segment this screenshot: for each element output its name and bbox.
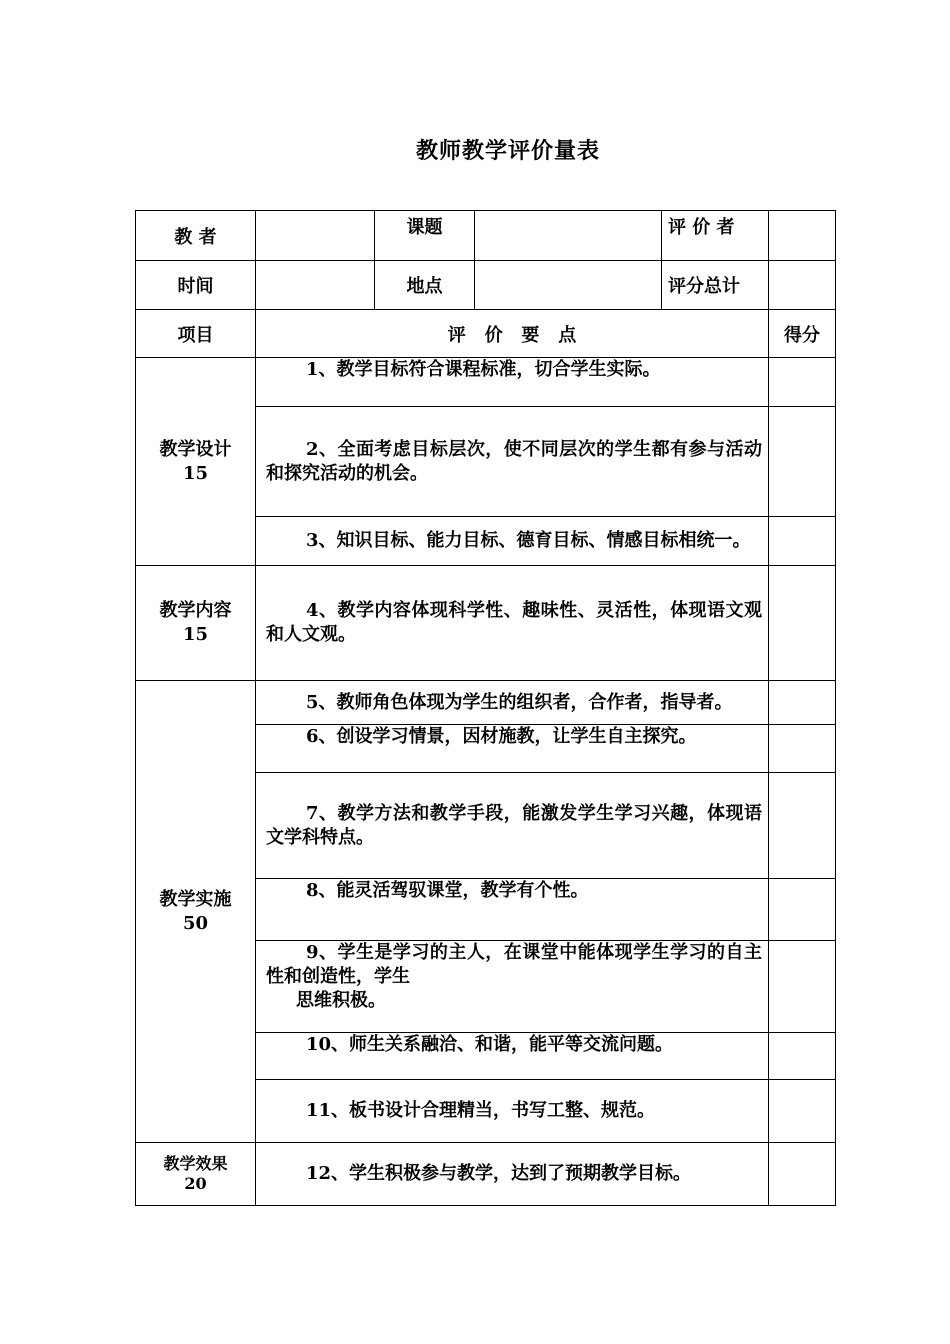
category-points: 50 bbox=[182, 912, 209, 934]
criterion-1: 1、教学目标符合课程标准，切合学生实际。 bbox=[256, 358, 769, 407]
table-row bbox=[136, 1143, 836, 1206]
category-name: 教学设计 bbox=[159, 438, 232, 460]
location-label: 地点 bbox=[375, 261, 475, 310]
criterion-12: 12、学生积极参与教学，达到了预期教学目标。 bbox=[256, 1143, 769, 1206]
table-row bbox=[136, 566, 836, 681]
score-cell-2[interactable] bbox=[769, 407, 836, 517]
category-points: 20 bbox=[184, 1174, 207, 1193]
criterion-10: 10、师生关系融洽、和谐，能平等交流问题。 bbox=[256, 1033, 769, 1080]
total-label: 评分总计 bbox=[662, 261, 769, 310]
criterion-9-continued: 思维积极。 bbox=[296, 990, 386, 1011]
topic-label: 课题 bbox=[375, 211, 475, 261]
criterion-5: 5、教师角色体现为学生的组织者，合作者，指导者。 bbox=[256, 681, 769, 725]
score-cell-7[interactable] bbox=[769, 773, 836, 879]
teacher-label: 教 者 bbox=[136, 211, 256, 261]
score-cell-12[interactable] bbox=[769, 1143, 836, 1206]
item-column-header: 项目 bbox=[136, 310, 256, 358]
score-cell-5[interactable] bbox=[769, 681, 836, 725]
column-header-row bbox=[136, 310, 836, 358]
criterion-6: 6、创设学习情景，因材施教，让学生自主探究。 bbox=[256, 725, 769, 773]
criterion-9-text: 9、学生是学习的主人，在课堂中能体现学生学习的自主性和创造性，学生 bbox=[266, 942, 762, 987]
score-cell-6[interactable] bbox=[769, 725, 836, 773]
criterion-11: 11、板书设计合理精当，书写工整、规范。 bbox=[256, 1080, 769, 1143]
header-row-teacher bbox=[136, 211, 836, 261]
location-field[interactable] bbox=[475, 261, 662, 310]
table-row bbox=[136, 358, 836, 407]
category-points: 15 bbox=[182, 624, 209, 645]
time-field[interactable] bbox=[256, 261, 375, 310]
score-cell-3[interactable] bbox=[769, 517, 836, 566]
criterion-2: 2、全面考虑目标层次，使不同层次的学生都有参与活动和探究活动的机会。 bbox=[256, 407, 769, 517]
table-row bbox=[136, 681, 836, 725]
score-cell-9[interactable] bbox=[769, 941, 836, 1033]
teacher-field[interactable] bbox=[256, 211, 375, 261]
evaluator-label: 评 价 者 bbox=[662, 211, 769, 261]
score-cell-11[interactable] bbox=[769, 1080, 836, 1143]
category-implementation bbox=[136, 681, 256, 1143]
points-column-header: 评 价 要 点 bbox=[256, 310, 769, 358]
category-effect bbox=[136, 1143, 256, 1206]
evaluator-field[interactable] bbox=[769, 211, 836, 261]
criterion-4: 4、教学内容体现科学性、趣味性、灵活性，体现语文观和人文观。 bbox=[256, 566, 769, 681]
page-title: 教师教学评价量表 bbox=[415, 138, 600, 164]
category-content bbox=[136, 566, 256, 681]
criterion-7: 7、教学方法和教学手段，能激发学生学习兴趣，体现语文学科特点。 bbox=[256, 773, 769, 879]
category-name: 教学效果 bbox=[163, 1154, 228, 1173]
criterion-9 bbox=[256, 941, 769, 1033]
score-cell-1[interactable] bbox=[769, 358, 836, 407]
category-design bbox=[136, 358, 256, 566]
criterion-8: 8、能灵活驾驭课堂，教学有个性。 bbox=[256, 879, 769, 941]
score-cell-4[interactable] bbox=[769, 566, 836, 681]
evaluation-table bbox=[135, 210, 836, 1206]
total-field[interactable] bbox=[769, 261, 836, 310]
topic-field[interactable] bbox=[475, 211, 662, 261]
time-label: 时间 bbox=[136, 261, 256, 310]
category-points: 15 bbox=[182, 462, 209, 484]
category-name: 教学内容 bbox=[159, 600, 232, 621]
score-cell-8[interactable] bbox=[769, 879, 836, 941]
criterion-3: 3、知识目标、能力目标、德育目标、情感目标相统一。 bbox=[256, 517, 769, 566]
score-cell-10[interactable] bbox=[769, 1033, 836, 1080]
category-name: 教学实施 bbox=[159, 888, 232, 910]
header-row-time bbox=[136, 261, 836, 310]
score-column-header: 得分 bbox=[769, 310, 836, 358]
